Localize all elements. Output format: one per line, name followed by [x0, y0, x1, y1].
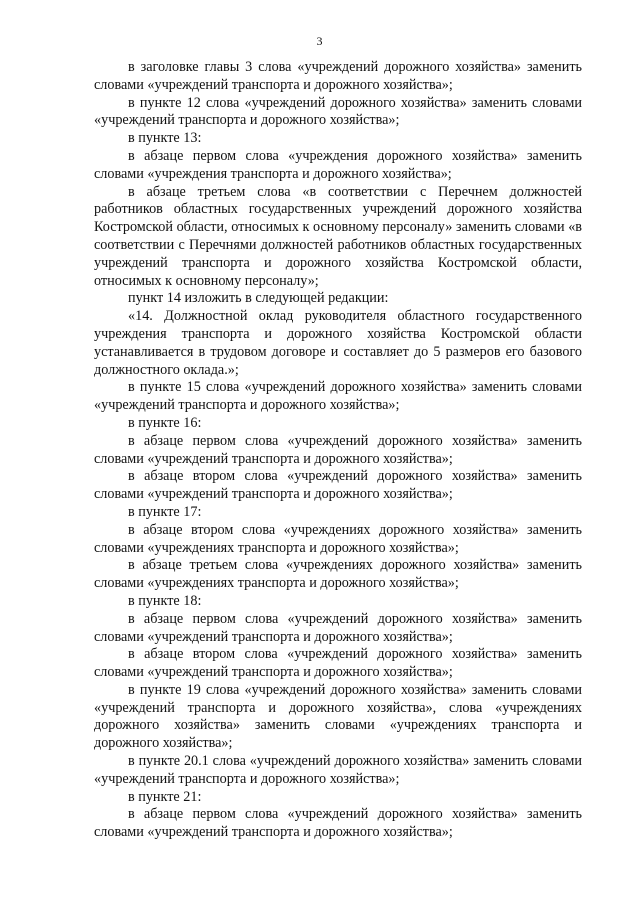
paragraph-item-16-abzats-2: в абзаце втором слова «учреждений дорожного хозяйства» заменить словами «учреждений транспорта и дорожного хозяйства»; — [94, 468, 582, 503]
paragraph-item-16-abzats-1: в абзаце первом слова «учреждений дорожного хозяйства» заменить словами «учреждений транспорта и дорожного хозяйства»; — [94, 432, 582, 467]
paragraph-item-19: в пункте 19 слова «учреждений дорожного хозяйства» заменить словами «учреждений транспорта и дорожного хозяйства», слова «учреждениях дорожного хозяйства» заменить словами «учреждениях транспорта и дорожного хозяйства»; — [94, 681, 582, 752]
paragraph-item-18-heading: в пункте 18: — [128, 592, 202, 609]
paragraph-item-17-abzats-3: в абзаце третьем слова «учреждениях дорожного хозяйства» заменить словами «учреждениях транспорта и дорожного хозяйства»; — [94, 557, 582, 592]
paragraph-chapter-3-title: в заголовке главы 3 слова «учреждений дорожного хозяйства» заменить словами «учреждений транспорта и дорожного хозяйства»; — [94, 59, 582, 93]
paragraph-item-13-abzats-1: в абзаце первом слова «учреждения дорожного хозяйства» заменить словами «учреждения транспорта и дорожного хозяйства»; — [94, 147, 582, 182]
paragraph-item-18-abzats-2: в абзаце втором слова «учреждений дорожного хозяйства» заменить словами «учреждений транспорта и дорожного хозяйства»; — [94, 646, 582, 681]
paragraph-item-14-heading: пункт 14 изложить в следующей редакции: — [128, 290, 389, 307]
paragraph-item-13-heading: в пункте 13: — [128, 130, 202, 147]
paragraph-item-17-heading: в пункте 17: — [128, 503, 202, 520]
page-number: 3 — [316, 34, 323, 48]
paragraph-item-14-text: «14. Должностной оклад руководителя областного государственного учреждения транспорта и дорожного хозяйства Костромской области устанавливается в трудовом договоре и составляет до 5 размеров его базового должностного оклада.»; — [94, 308, 582, 378]
paragraph-item-15: в пункте 15 слова «учреждений дорожного хозяйства» заменить словами «учреждений транспорта и дорожного хозяйства»; — [94, 379, 582, 414]
paragraph-item-17-abzats-2: в абзаце втором слова «учреждениях дорожного хозяйства» заменить словами «учреждениях транспорта и дорожного хозяйства»; — [94, 521, 582, 556]
paragraph-item-13-abzats-3: в абзаце третьем слова «в соответствии с Перечнем должностей работников областных государственных учреждений дорожного хозяйства Костромской области, относимых к основному персоналу» заменить словами «в соответствии с Перечнями должностей работников областных государственных учреждений транспорта и дорожного хозяйства Костромской области, относимых к основному персоналу»; — [94, 183, 582, 289]
paragraph-item-20-1: в пункте 20.1 слова «учреждений дорожного хозяйства» заменить словами «учреждений транспорта и дорожного хозяйства»; — [94, 753, 582, 787]
paragraph-item-12: в пункте 12 слова «учреждений дорожного хозяйства» заменить словами «учреждений транспорта и дорожного хозяйства»; — [94, 94, 582, 129]
paragraph-item-21-heading: в пункте 21: — [128, 788, 202, 805]
paragraph-item-16-heading: в пункте 16: — [128, 414, 202, 431]
paragraph-item-18-abzats-1: в абзаце первом слова «учреждений дорожного хозяйства» заменить словами «учреждений транспорта и дорожного хозяйства»; — [94, 610, 582, 645]
document-body — [94, 59, 582, 842]
paragraph-item-21-abzats-1: в абзаце первом слова «учреждений дорожного хозяйства» заменить словами «учреждений транспорта и дорожного хозяйства»; — [94, 806, 582, 841]
